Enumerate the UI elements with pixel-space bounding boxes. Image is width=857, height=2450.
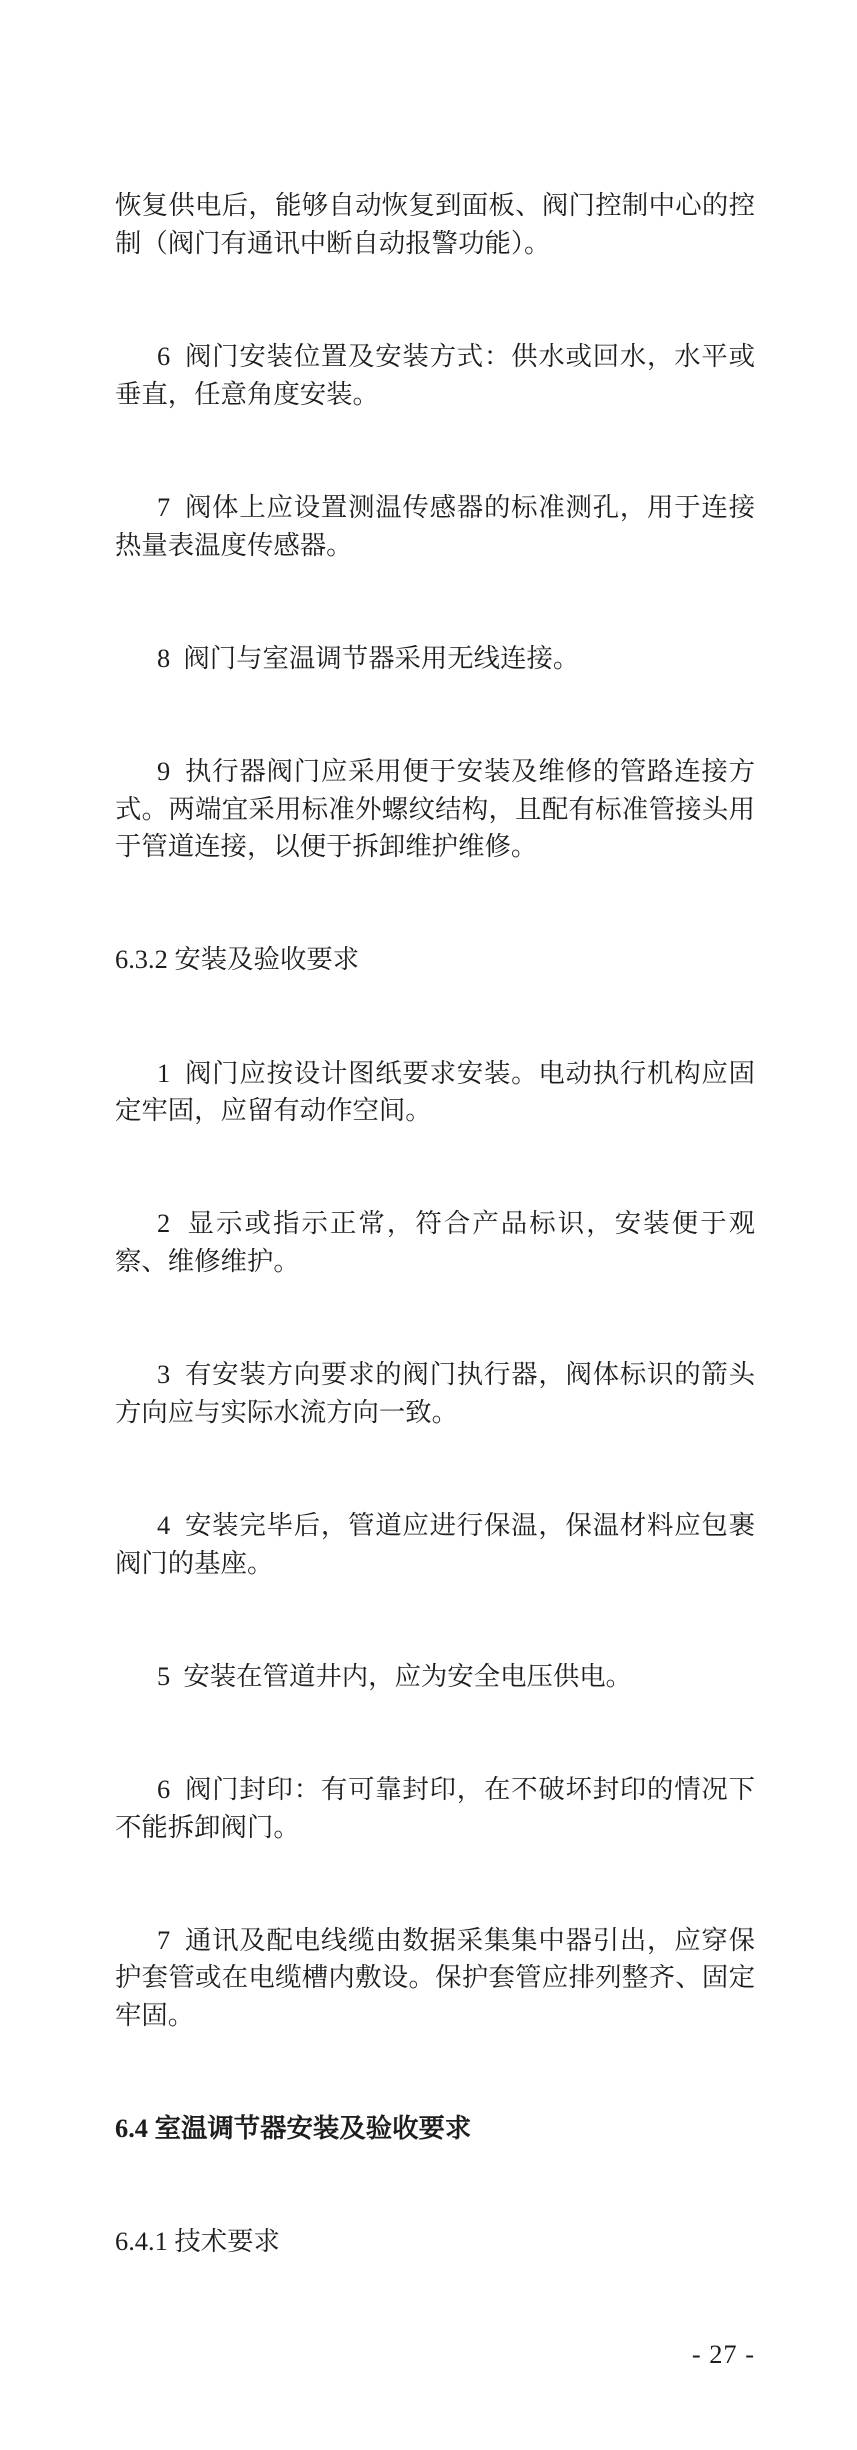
subsection-heading-6-3-2: 6.3.2 安装及验收要求 <box>115 944 360 975</box>
list-item-1-install-drawing: 1 阀门应按设计图纸要求安装。电动执行机构应固定牢固，应留有动作空间。 <box>115 1057 755 1126</box>
list-item-9-pipe-connection: 9 执行器阀门应采用便于安装及维修的管路连接方式。两端宜采用标准外螺纹结构，且配有标准管接头用于管道连接，以便于拆卸维护维修。 <box>115 755 755 862</box>
page-number: - 27 - <box>691 2339 755 2370</box>
list-item-5-safe-voltage: 5 安装在管道井内，应为安全电压供电。 <box>157 1660 633 1691</box>
subsection-heading-6-4-1: 6.4.1 技术要求 <box>115 2226 280 2257</box>
list-item-6-valve-position: 6 阀门安装位置及安装方式：供水或回水，水平或垂直，任意角度安装。 <box>115 341 755 409</box>
list-item-4-insulation: 4 安装完毕后，管道应进行保温，保温材料应包裹阀门的基座。 <box>115 1510 755 1578</box>
list-item-6-valve-seal: 6 阀门封印：有可靠封印，在不破坏封印的情况下不能拆卸阀门。 <box>115 1773 755 1842</box>
list-item-8-wireless: 8 阀门与室温调节器采用无线连接。 <box>157 642 580 673</box>
list-item-7-sensor-hole: 7 阀体上应设置测温传感器的标准测孔，用于连接热量表温度传感器。 <box>115 492 755 560</box>
list-item-3-arrow-direction: 3 有安装方向要求的阀门执行器，阀体标识的箭头方向应与实际水流方向一致。 <box>115 1359 755 1427</box>
paragraph-continuation: 恢复供电后，能够自动恢复到面板、阀门控制中心的控制（阀门有通讯中断自动报警功能）。 <box>115 190 755 259</box>
list-item-7-cable-conduit: 7 通讯及配电线缆由数据采集集中器引出，应穿保护套管或在电缆槽内敷设。保护套管应排列整齐、固定牢固。 <box>115 1924 755 2031</box>
document-body-text <box>115 112 755 2450</box>
list-item-2-display-normal: 2 显示或指示正常，符合产品标识，安装便于观察、维修维护。 <box>115 1208 755 1277</box>
section-heading-6-4: 6.4 室温调节器安装及验收要求 <box>115 2113 472 2144</box>
